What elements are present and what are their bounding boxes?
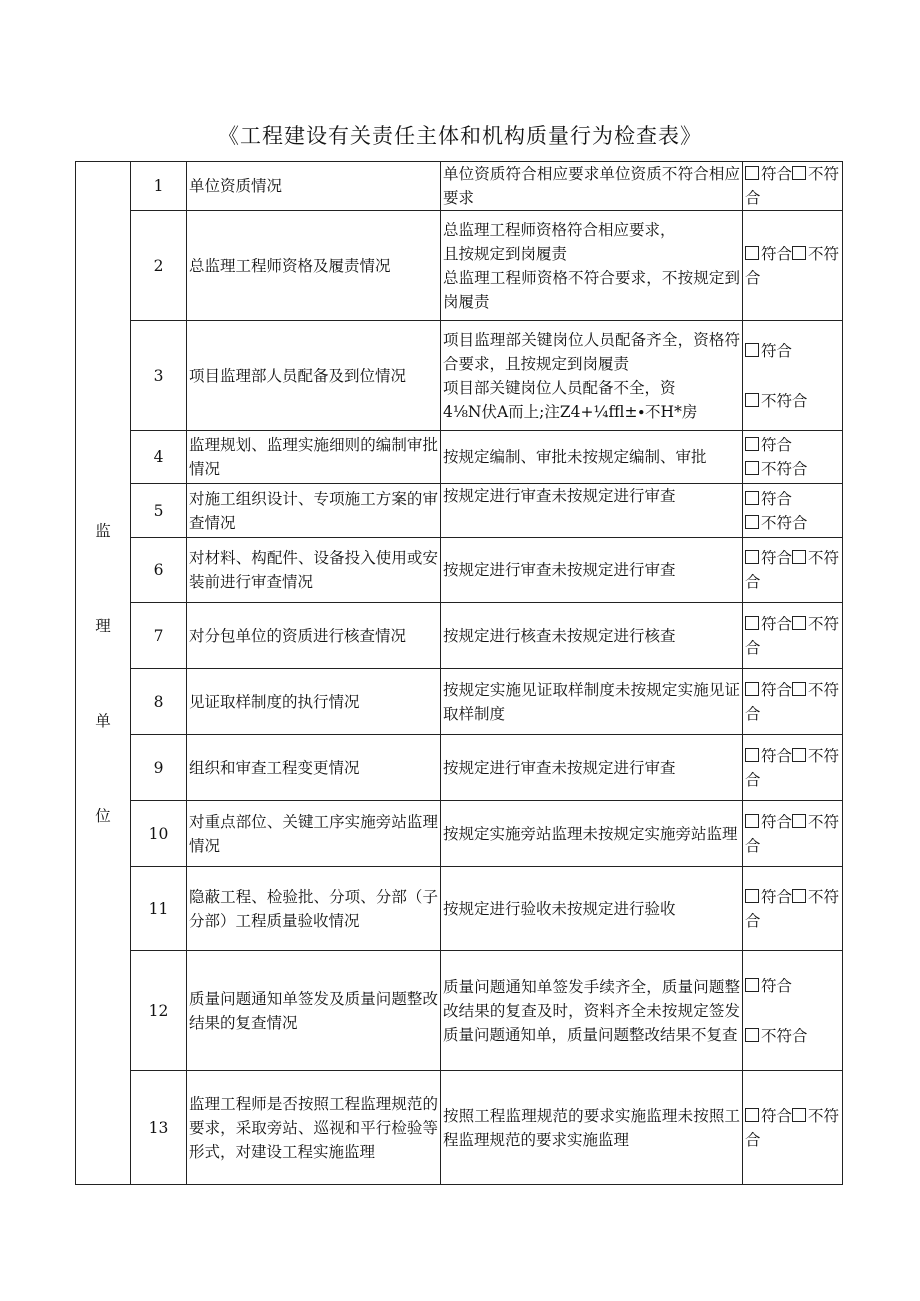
checkbox-label: 符合	[761, 1106, 793, 1125]
table-row	[76, 484, 843, 538]
checkbox-label: 不符合	[745, 887, 840, 930]
row-number: 6	[131, 538, 187, 603]
checkbox-label: 不符合	[745, 614, 840, 657]
inspection-standard	[441, 867, 743, 951]
result-cell	[743, 735, 843, 801]
checkbox-conform[interactable]	[745, 343, 759, 357]
checkbox-label: 不符合	[745, 244, 840, 287]
checkbox-conform[interactable]	[745, 491, 759, 505]
checkbox-label: 符合	[761, 489, 793, 508]
checkbox-label: 不符合	[761, 391, 808, 410]
standard-text: 总监理工程师资格不符合要求，不按规定到岗履责	[443, 268, 740, 311]
table-row	[76, 603, 843, 669]
row-number: 3	[131, 321, 187, 431]
inspection-standard	[441, 603, 743, 669]
checkbox-conform[interactable]	[745, 748, 759, 762]
checkbox-nonconform[interactable]	[792, 682, 806, 696]
inspection-item: 对分包单位的资质进行核查情况	[187, 603, 441, 669]
checkbox-label: 符合	[761, 549, 793, 567]
checkbox-label: 符合	[761, 436, 793, 454]
result-cell	[743, 321, 843, 431]
standard-text: 按规定进行审查未按规定进行审查	[443, 561, 676, 579]
standard-text: 项目部关键岗位人员配备不全，资	[443, 378, 676, 397]
unit-category-char: 监	[95, 521, 111, 540]
table-row	[76, 801, 843, 867]
inspection-item: 组织和审查工程变更情况	[187, 735, 441, 801]
checkbox-label: 符合	[761, 887, 793, 906]
standard-text: 质量问题通知单签发手续齐全，质量问题整改结果的复查及时，资料齐全未按规定签发质量问题通知单，质量问题整改结果不复查	[443, 977, 740, 1044]
unit-category-char: 位	[95, 806, 111, 825]
table-row	[76, 321, 843, 431]
result-cell	[743, 951, 843, 1071]
checkbox-label: 符合	[761, 244, 793, 263]
checkbox-nonconform[interactable]	[792, 616, 806, 630]
inspection-item: 单位资质情况	[187, 162, 441, 211]
checkbox-label: 不符合	[745, 746, 840, 789]
checkbox-label: 不符合	[761, 460, 808, 478]
checkbox-label: 不符合	[761, 1026, 808, 1045]
table-row	[76, 951, 843, 1071]
checkbox-label: 符合	[761, 812, 793, 831]
checkbox-nonconform[interactable]	[792, 889, 806, 903]
inspection-standard	[441, 1071, 743, 1185]
checkbox-nonconform[interactable]	[745, 515, 759, 529]
unit-category-char: 单	[95, 711, 111, 730]
unit-category-char: 理	[95, 616, 111, 635]
checkbox-label: 符合	[761, 976, 793, 995]
row-number: 8	[131, 669, 187, 735]
checkbox-label: 符合	[761, 680, 793, 699]
checkbox-label: 不符合	[745, 812, 840, 855]
checkbox-label: 不符合	[745, 680, 840, 723]
inspection-standard	[441, 431, 743, 484]
document-title: 《工程建设有关责任主体和机构质量行为检查表》	[218, 124, 702, 148]
table-row	[76, 735, 843, 801]
checkbox-label: 不符合	[745, 165, 840, 207]
checkbox-label: 符合	[761, 341, 793, 360]
inspection-item: 监理规划、监理实施细则的编制审批情况	[187, 431, 441, 484]
inspection-table	[75, 161, 843, 1185]
checkbox-nonconform[interactable]	[792, 246, 806, 260]
checkbox-conform[interactable]	[745, 1108, 759, 1122]
standard-text: 且按规定到岗履责	[443, 244, 568, 263]
standard-text: 按照工程监理规范的要求实施监理未按照工程监理规范的要求实施监理	[443, 1106, 740, 1149]
checkbox-label: 不符合	[745, 1106, 840, 1149]
standard-text: 按规定实施旁站监理未按规定实施旁站监理	[443, 824, 738, 843]
inspection-standard	[441, 735, 743, 801]
standard-text: 单位资质符合相应要求单位资质不符合相应要求	[443, 165, 740, 207]
result-cell	[743, 484, 843, 538]
inspection-item: 总监理工程师资格及履责情况	[187, 211, 441, 321]
checkbox-nonconform[interactable]	[792, 166, 806, 180]
checkbox-label: 符合	[761, 165, 793, 183]
checkbox-conform[interactable]	[745, 616, 759, 630]
standard-text: 按规定进行核查未按规定进行核查	[443, 626, 676, 645]
result-cell	[743, 162, 843, 211]
checkbox-label: 符合	[761, 746, 793, 765]
standard-text: 项目监理部关键岗位人员配备齐全，资格符合要求，且按规定到岗履责	[443, 330, 740, 373]
result-cell	[743, 1071, 843, 1185]
checkbox-nonconform[interactable]	[792, 748, 806, 762]
inspection-item: 项目监理部人员配备及到位情况	[187, 321, 441, 431]
table-row	[76, 867, 843, 951]
inspection-standard	[441, 669, 743, 735]
row-number: 12	[131, 951, 187, 1071]
inspection-standard	[441, 951, 743, 1071]
unit-category-cell	[76, 162, 131, 1185]
standard-text: 按规定进行验收未按规定进行验收	[443, 899, 676, 918]
row-number: 9	[131, 735, 187, 801]
checkbox-conform[interactable]	[745, 682, 759, 696]
checkbox-conform[interactable]	[745, 889, 759, 903]
result-cell	[743, 538, 843, 603]
inspection-item: 质量问题通知单签发及质量问题整改结果的复查情况	[187, 951, 441, 1071]
standard-text: 按规定进行审查未按规定进行审查	[443, 758, 676, 777]
result-cell	[743, 801, 843, 867]
row-number: 2	[131, 211, 187, 321]
standard-text: 按规定编制、审批未按规定编制、审批	[443, 448, 707, 466]
checkbox-nonconform[interactable]	[792, 814, 806, 828]
checkbox-conform[interactable]	[745, 246, 759, 260]
result-cell	[743, 867, 843, 951]
row-number: 7	[131, 603, 187, 669]
checkbox-conform[interactable]	[745, 978, 759, 992]
inspection-item: 对重点部位、关键工序实施旁站监理情况	[187, 801, 441, 867]
inspection-standard	[441, 538, 743, 603]
table-row	[76, 431, 843, 484]
checkbox-label: 符合	[761, 614, 793, 633]
row-number: 1	[131, 162, 187, 211]
table-row	[76, 669, 843, 735]
checkbox-nonconform[interactable]	[792, 1108, 806, 1122]
row-number: 10	[131, 801, 187, 867]
checkbox-conform[interactable]	[745, 814, 759, 828]
checkbox-nonconform[interactable]	[745, 1028, 759, 1042]
standard-text: 总监理工程师资格符合相应要求，	[443, 220, 676, 239]
inspection-standard	[441, 484, 743, 538]
table-row	[76, 1071, 843, 1185]
standard-text: 4⅛N伏A而上;注Z4+¼ffl±∙不H*房	[443, 402, 698, 421]
inspection-item: 见证取样制度的执行情况	[187, 669, 441, 735]
table-row	[76, 538, 843, 603]
inspection-item: 对材料、构配件、设备投入使用或安装前进行审查情况	[187, 538, 441, 603]
inspection-item: 对施工组织设计、专项施工方案的审查情况	[187, 484, 441, 538]
checkbox-nonconform[interactable]	[792, 550, 806, 564]
inspection-standard	[441, 321, 743, 431]
result-cell	[743, 669, 843, 735]
inspection-item: 监理工程师是否按照工程监理规范的要求，采取旁站、巡视和平行检验等形式，对建设工程实施监理	[187, 1071, 441, 1185]
row-number: 11	[131, 867, 187, 951]
inspection-standard	[441, 211, 743, 321]
table-row	[76, 162, 843, 211]
checkbox-label: 不符合	[745, 549, 840, 591]
checkbox-conform[interactable]	[745, 437, 759, 451]
result-cell	[743, 603, 843, 669]
checkbox-nonconform[interactable]	[745, 393, 759, 407]
inspection-standard	[441, 162, 743, 211]
row-number: 13	[131, 1071, 187, 1185]
result-cell	[743, 431, 843, 484]
row-number: 5	[131, 484, 187, 538]
checkbox-nonconform[interactable]	[745, 461, 759, 475]
inspection-item: 隐蔽工程、检验批、分项、分部（子分部）工程质量验收情况	[187, 867, 441, 951]
checkbox-label: 不符合	[761, 513, 808, 532]
checkbox-conform[interactable]	[745, 550, 759, 564]
result-cell	[743, 211, 843, 321]
standard-text: 按规定实施见证取样制度未按规定实施见证取样制度	[443, 680, 740, 723]
row-number: 4	[131, 431, 187, 484]
table-row	[76, 211, 843, 321]
standard-text: 按规定进行审查未按规定进行审查	[443, 487, 676, 505]
checkbox-conform[interactable]	[745, 166, 759, 180]
inspection-standard	[441, 801, 743, 867]
